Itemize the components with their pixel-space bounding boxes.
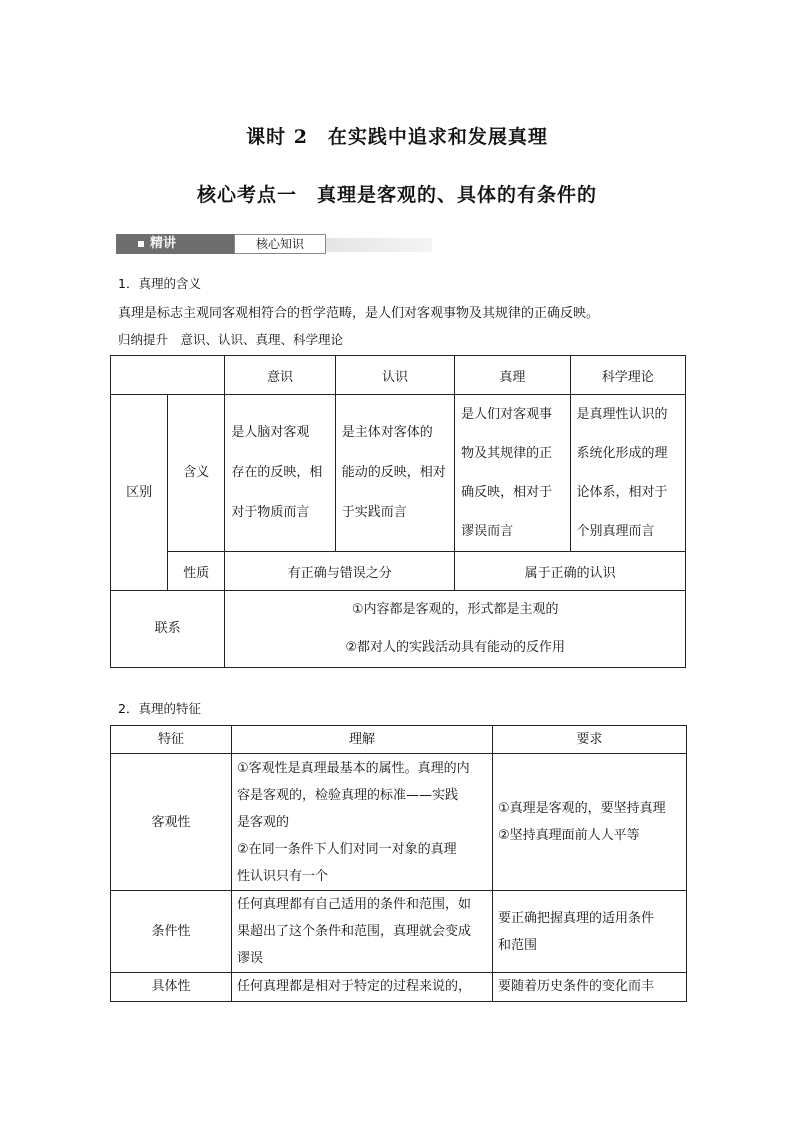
table-row [111,891,687,973]
table-cell [335,395,454,552]
cell-line: 要正确把握真理的适用条件 [498,910,655,926]
row-label: 含义 [168,395,225,552]
cell-line: 于实践而言 [341,505,407,520]
cell-line: 谬误 [237,951,264,966]
table-cell: 属于正确的认识 [455,552,686,591]
heading-truth-meaning: 1．真理的含义 [118,276,201,291]
table-cell [232,891,493,973]
table-cell [493,754,687,891]
table-row [111,552,686,591]
cell-line: 能动的反映，相对 [341,465,446,480]
table-cell [570,395,685,552]
square-bullet-icon [138,241,144,247]
cell-line: ①客观性是真理最基本的属性。真理的内 [237,760,470,776]
cell-line: 容是客观的，检验真理的标准——实践 [237,787,459,803]
table-cell [493,973,687,1002]
column-header: 真理 [455,356,570,395]
cell-line: 谬误而言 [461,524,514,539]
cell-line: ①真理是客观的，要坚持真理 [498,801,666,816]
table-cell [225,591,686,668]
banner-dark-tab [116,234,234,254]
cell-line: 个别真理而言 [576,524,655,539]
feature-cell: 具体性 [111,973,232,1002]
row-label: 联系 [111,591,225,668]
table-cell [225,395,335,552]
truth-definition: 真理是标志主观同客观相符合的哲学范畴，是人们对客观事物及其规律的正确反映。 [118,306,600,321]
comparison-table [110,355,686,668]
cell-line: 是客观的 [237,814,290,830]
cell-line: 是人脑对客观 [231,425,310,440]
table-cell [232,973,493,1002]
table-row [111,395,686,552]
table-row [111,973,687,1002]
table-cell: 有正确与错误之分 [225,552,455,591]
group-label: 区别 [111,395,168,591]
cell-line: 任何真理都是相对于特定的过程来说的， [237,979,472,994]
feature-cell: 条件性 [111,891,232,973]
column-header: 特征 [111,726,232,754]
cell-line: 是真理性认识的 [576,407,668,422]
cell-line: 和范围 [498,937,538,953]
row-label: 性质 [168,552,225,591]
cell-line: 对于物质而言 [231,505,310,520]
column-header: 要求 [493,726,687,754]
cell-line: ②坚持真理面前人人平等 [498,828,640,843]
feature-cell: 客观性 [111,754,232,891]
section-title: 核心考点一 真理是客观的、具体的有条件的 [196,184,597,206]
cell-line: 任何真理都有自己适用的条件和范围，如 [237,897,472,912]
column-header: 理解 [232,726,493,754]
table-cell [455,395,570,552]
cell-line: 存在的反映，相 [231,465,323,480]
table-cell [493,891,687,973]
cell-line: ①内容都是客观的，形式都是主观的 [351,602,559,617]
banner-light-tab: 核心知识 [234,234,326,254]
table-row [111,356,686,395]
lesson-title: 课时 2 在实践中追求和发展真理 [246,126,548,148]
cell-line: 是人们对客观事 [461,407,553,422]
cell-line: 确反映，相对于 [461,485,553,500]
heading-truth-features: 2．真理的特征 [118,701,201,716]
cell-line: 物及其规律的正 [461,446,553,461]
summary-label: 归纳提升 意识、认识、真理、科学理论 [118,332,344,347]
table-row [111,726,687,754]
table-cell [232,754,493,891]
table-row [111,591,686,668]
column-header: 意识 [225,356,335,395]
cell-line: ②都对人的实践活动具有能动的反作用 [345,640,566,655]
cell-line: 果超出了这个条件和范围，真理就会变成 [237,924,472,939]
cell-line: 系统化形成的理 [576,446,668,461]
cell-line: ②在同一条件下人们对同一对象的真理 [237,841,457,857]
features-table [110,725,687,1002]
table-row [111,754,687,891]
cell-line: 论体系，相对于 [576,485,668,500]
banner-dark-label: 精讲 [150,236,177,251]
cell-line: 要随着历史条件的变化而丰 [498,979,655,994]
cell-line: 性认识只有一个 [237,868,329,884]
section-banner [116,232,432,256]
column-header: 科学理论 [570,356,685,395]
cell-line: 是主体对客体的 [341,425,433,440]
table-corner-cell [111,356,225,395]
column-header: 认识 [335,356,454,395]
